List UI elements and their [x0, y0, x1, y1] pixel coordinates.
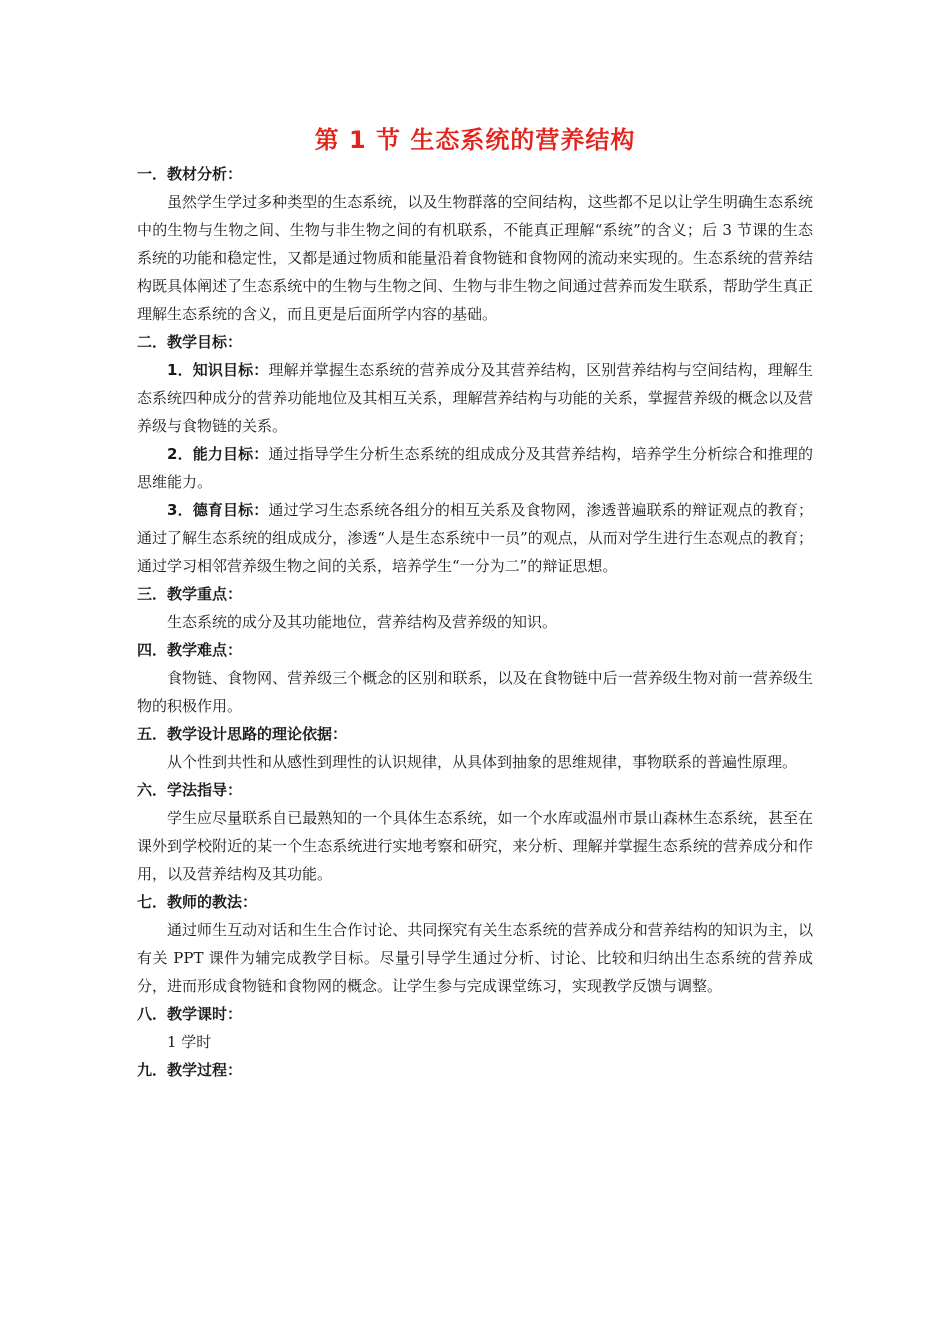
goal-moral-text: 通过学习生态系统各组分的相互关系及食物网，渗透普遍联系的辩证观点的教育；通过了解生态系统的组成成分，渗透“人是生态系统中一员”的观点，从而对学生进行生态观点的教育；通过学习相邻营养级生物之间的关系，培养学生“一分为二”的辩证思想。 — [137, 501, 813, 575]
section-heading-teaching-method: 七．教师的教法： — [137, 893, 258, 911]
document-body — [137, 160, 813, 1084]
section-heading-theory-basis: 五．教学设计思路的理论依据： — [137, 725, 348, 743]
section-heading-textbook-analysis: 一．教材分析： — [137, 165, 243, 183]
section-paragraph-difficulties: 食物链、食物网、营养级三个概念的区别和联系，以及在食物链中后一营养级生物对前一营养级生物的积极作用。 — [137, 669, 813, 715]
goal-ability — [137, 440, 813, 496]
goal-moral-label: 3．德育目标： — [167, 501, 269, 519]
section-paragraph-textbook-analysis: 虽然学生学过多种类型的生态系统，以及生物群落的空间结构，这些都不足以让学生明确生态系统中的生物与生物之间、生物与非生物之间的有机联系，不能真正理解“系统”的含义；后 3 节课的生态系统的功能和稳定性，又都是通过物质和能量沿着食物链和食物网的流动来实现的。生态系统的营养结构既具体阐述了生态系统中的生物与生物之间、生物与非生物之间通过营养而发生联系，帮助学生真正理解生态系统的含义，而且更是后面所学内容的基础。 — [137, 193, 813, 323]
section-paragraph-learning-guidance: 学生应尽量联系自已最熟知的一个具体生态系统，如一个水库或温州市景山森林生态系统，甚至在课外到学校附近的某一个生态系统进行实地考察和研究，来分析、理解并掌握生态系统的营养成分和作用，以及营养结构及其功能。 — [137, 809, 813, 883]
section-heading-key-points: 三．教学重点： — [137, 585, 243, 603]
section-paragraph-theory-basis: 从个性到共性和从感性到理性的认识规律，从具体到抽象的思维规律，事物联系的普遍性原理。 — [167, 753, 798, 771]
goal-moral — [137, 496, 813, 580]
goal-knowledge — [137, 356, 813, 440]
goal-ability-label: 2．能力目标： — [167, 445, 269, 463]
section-paragraph-teaching-method: 通过师生互动对话和生生合作讨论、共同探究有关生态系统的营养成分和营养结构的知识为主，以有关 PPT 课件为辅完成教学目标。尽量引导学生通过分析、讨论、比较和归纳出生态系统的营养成分，进而形成食物链和食物网的概念。让学生参与完成课堂练习，实现教学反馈与调整。 — [137, 921, 813, 995]
goal-knowledge-label: 1．知识目标： — [167, 361, 269, 379]
section-heading-learning-guidance: 六．学法指导： — [137, 781, 243, 799]
section-heading-class-hours: 八．教学课时： — [137, 1005, 243, 1023]
section-paragraph-key-points: 生态系统的成分及其功能地位，营养结构及营养级的知识。 — [167, 613, 558, 631]
section-paragraph-class-hours: 1 学时 — [167, 1033, 212, 1051]
goal-knowledge-text: 理解并掌握生态系统的营养成分及其营养结构，区别营养结构与空间结构，理解生态系统四种成分的营养功能地位及其相互关系，理解营养结构与功能的关系，掌握营养级的概念以及营养级与食物链的关系。 — [137, 361, 813, 435]
goal-ability-text: 通过指导学生分析生态系统的组成成分及其营养结构，培养学生分析综合和推理的思维能力。 — [137, 445, 813, 491]
section-heading-teaching-process: 九．教学过程： — [137, 1061, 243, 1079]
page-title: 第 1 节 生态系统的营养结构 — [314, 126, 636, 154]
section-heading-difficulties: 四．教学难点： — [137, 641, 243, 659]
section-heading-teaching-goals: 二．教学目标： — [137, 333, 243, 351]
